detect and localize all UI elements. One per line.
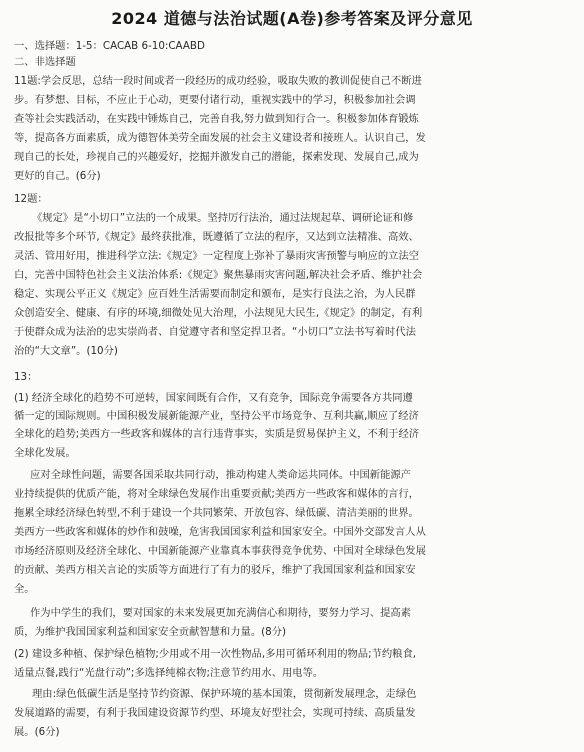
text-line: 美西方一些政客和媒体的炒作和鼓噪，危害我国国家利益和国家安全。中国外交部发言人从 [14,526,426,538]
text-line: 13： [14,371,38,383]
text-line: 《规定》是“小切口”立法的一个成果。坚持厉行法治，通过法规起草、调研论证和修 [32,212,414,224]
text-line: 适量点餐,践行“光盘行动”;多选择纯棉衣物;注意节约用水、用电等。 [14,667,324,679]
text-line: 理由:绿色低碳生活是坚持节约资源、保护环境的基本国策，贯彻新发展理念，走绿色 [32,688,417,700]
page-title: 2024 道德与法治试题(A卷)参考答案及评分意见 [111,9,473,28]
text-line: 稳定、实现公平正义《规定》应百姓生活需要而制定和颁布，是实行良法之治，为人民群 [14,288,416,300]
text-line: 业持续提供的优质产能，将对全球绿色发展作出重要贡献;美西方一些政客和媒体的言行， [14,488,420,500]
text-line: 查等社会实践活动，在实践中锤炼自己，完善自我,努力做到知行合一。积极参加体育锻炼 [14,113,419,125]
text-line: 应对全球性问题，需要各国采取共同行动，推动构建人类命运共同体。中国新能源产 [30,469,411,481]
text-line: 作为中学生的我们，要对国家的未来发展更加充满信心和期待，要努力学习、提高素 [30,607,411,619]
text-line: 治的“大文章”。(10分) [14,345,118,357]
text-line: 白，完善中国特色社会主义法治体系:《规定》聚焦暴雨灾害问题,解决社会矛盾、维护社会 [14,269,423,281]
text-line: 全。 [14,583,35,595]
text-line: 的贡献、美西方相关言论的实质等方面进行了有力的驳斥，维护了我国国家利益和国家安 [14,564,416,576]
text-line: 发展道路的需要，有利于我国建设资源节约型、环境友好型社会，实现可持续、高质量发 [14,707,416,719]
text-line: 一、选择题：1-5：CACAB 6-10:CAABD [14,40,205,52]
text-line: 步。有梦想、目标，不应止于心动，更要付诸行动，重视实践中的学习，积极参加社会调 [14,94,416,106]
text-line: 12题： [14,193,48,205]
text-line: 质，为维护我国国家利益和国家安全贡献智慧和力量。(8分) [14,626,287,638]
text-line: 更好的自己。(6分) [14,170,101,182]
text-line: 灵活、管用好用，推进科学立法:《规定》一定程度上弥补了暴雨灾害预警与响应的立法空 [14,250,420,262]
text-line: 市场经济原则及经济全球化、中国新能源产业靠真本事获得竞争优势、中国对全球绿色发展 [14,545,426,557]
text-line: 等，提高各方面素质，成为德智体美劳全面发展的社会主义建设者和接班人。认识自己，发 [14,132,426,144]
text-line: 全球化发展。 [14,447,76,459]
text-line: 拖累全球经济绿色转型,不利于建设一个共同繁荣、开放包容、绿低碳、清洁美丽的世界。 [14,507,419,519]
text-line: 展。(6分) [14,726,60,738]
text-line: (1) 经济全球化的趋势不可逆转，国家间既有合作，又有竞争，国际竞争需要各方共同遵 [14,392,413,404]
text-line: 改报批等多个环节,《规定》最终获批准，既遵循了立法的程序，又达到立法精准、高效、 [14,231,419,243]
text-line: (2) 建设多种植、保护绿色植物;少用或不用一次性物品,多用可循环利用的物品;节约粮食, [14,648,417,660]
text-line: 众创造安全、健康、有序的环境,细微处见大治理，小法规见大民生,《规定》的制定，有利 [14,307,423,319]
text-line: 循一定的国际规则。中国积极发展新能源产业，坚持公平市场竞争、互利共赢,顺应了经济 [14,410,419,422]
text-line: 现自己的长处，珍视自己的兴趣爱好，挖掘并激发自己的潜能，探索发现、发展自己,成为 [14,151,419,163]
text-line: 全球化的趋势;美西方一些政客和媒体的言行违背事实，实质是贸易保护主义，不利于经济 [14,428,420,440]
text-line: 于使群众成为法治的忠实崇尚者、自觉遵守者和坚定捍卫者。“小切口”立法书写着时代法 [14,326,416,338]
text-line: 11题:学会反思，总结一段时间或者一段经历的成功经验，吸取失败的教训促使自己不断进 [14,75,422,87]
text-line: 二、非选择题 [14,56,76,68]
